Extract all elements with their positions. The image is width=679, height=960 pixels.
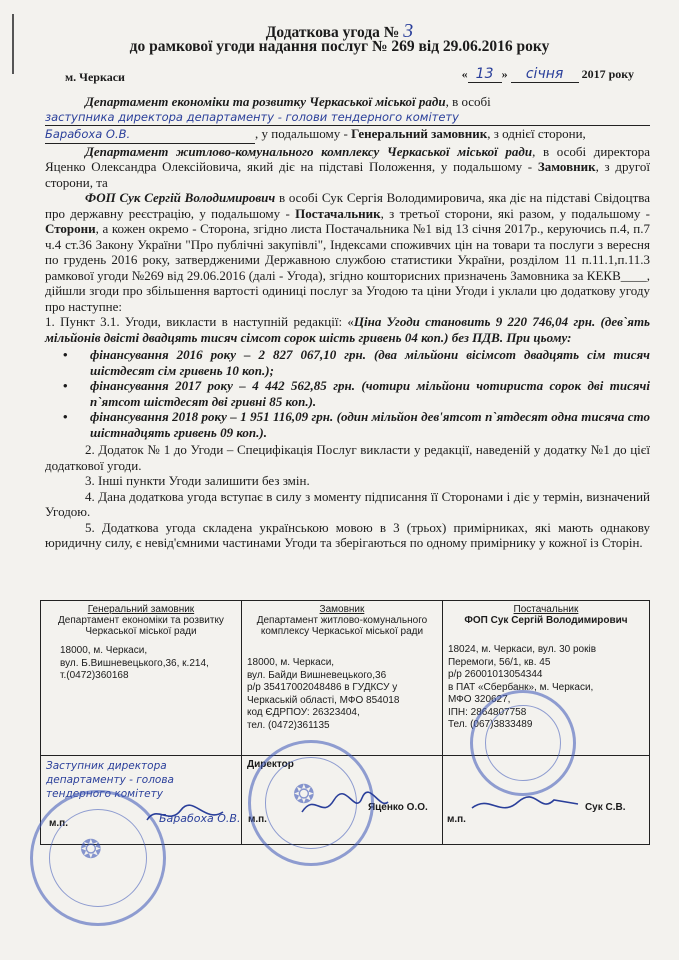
date-day: 13: [468, 66, 502, 83]
supplier-signature-icon: [470, 790, 580, 820]
clause-5: 5. Додаткова угода складена українською мовою в 3 (трьох) примірниках, які мають однакову юридичну силу, є невід'ємними частинами Угоди та зберігаються по одному примірнику у кожної із Сторін.: [45, 519, 650, 550]
stamp-place-3: м.п.: [446, 814, 466, 825]
title-prefix: Додаткова угода №: [265, 24, 404, 41]
customer-cell: Замовник Департамент житлово-комунального комплексу Черкаської міської ради 18000, м. Черкаси, вул. Байди Вишневецького,36 р/р 35417002048486 в ГУДКСУ у Черкаській області, МФО 854018 код ЄДРПОУ: 26323404, тел. (0472)361135: [241, 601, 442, 756]
general-customer-signatory: Заступник директора департаменту - голова тендерного комітету: [46, 760, 174, 800]
clause-1: 1. Пункт 3.1. Угоди, викласти в наступній редакції: «Ціна Угоди становить 9 220 746,04 грн. (дев`ять мільйонів двісті двадцять тисяч сімсот сорок шість гривень 04 коп.) без ПДВ. При цьому:: [45, 314, 650, 345]
clause-4: 4. Дана додаткова угода вступає в силу з моменту підписання її Сторонами і діє у термін, визначений Угодою.: [45, 488, 650, 519]
customer-role: Замовник: [319, 604, 365, 615]
date-line: « 13 » січня 2017 року: [461, 66, 634, 82]
stamp-place-1: м.п.: [49, 818, 68, 829]
agreement-body: [45, 94, 650, 551]
party-3: ФОП Сук Сергій Володимирович в особі Сук Сергія Володимировича, яка діє на підставі Свідоцтва про державну реєстрацію, у подальшому - Постачальник, з третьої сторони, які разом, у подальшому - Сторони, а кожен окремо - Сторона, згідно листа Постачальника №1 від 13 січня 2017р., керуючись п.4, п.7 ч.4 ст.36 Закону України "Про публічні закупівлі", Індексами споживчих цін на товари та послуги з вересня по грудень 2016 року, затвердженими Державною службою статистики України, розділом 11 п.11.1,п.11.3 рамкової угоди №269 від 29.06.2016 (далі - Угода), згідно кошторисних призначень Замовника за КЕКВ____, дійшли згоди про збільшення вартості одиниці послуг за Угодою та ціни Угоди і уклали цю додаткову угоду про наступне:: [45, 190, 651, 314]
general-customer-signature-icon: [145, 800, 225, 830]
general-customer-cell: Генеральний замовник Департамент економіки та розвитку Черкаської міської ради 18000, м. Черкаси, вул. Б.Вишневецького,36, к.214, т.(0472)360168: [41, 601, 242, 756]
stamp-place-2: м.п.: [247, 814, 267, 825]
supplier-role: Постачальник: [513, 604, 579, 615]
general-customer-name: Департамент економіки та розвитку Черкаської міської ради: [58, 615, 224, 637]
handwritten-agreement-number: 3: [403, 20, 414, 42]
financing-list: [45, 347, 650, 440]
date-year: 2017 року: [581, 67, 634, 81]
supplier-cell: Постачальник ФОП Сук Сергій Володимирович 18024, м. Черкаси, вул. 30 років Перемоги, 56/1, кв. 45 р/р 26001013054344 в ПАТ «Сбербанк», м. Черкаси, МФО 320627, ІПН: 2864807758 Тел. (067)3833489: [442, 601, 649, 756]
customer-signature-icon: [300, 790, 390, 820]
general-customer-role: Генеральний замовник: [87, 604, 195, 615]
party-2: Департамент житлово-комунального комплексу Черкаської міської ради, в особі директора Яценко Олександра Олексійовича, який діє на підставі Положення, у подальшому - Замовник, з другої сторони, та: [45, 143, 650, 190]
date-month: січня: [511, 66, 579, 83]
document-subtitle: до рамкової угоди надання послуг № 269 від 29.06.2016 року: [129, 38, 550, 55]
party-1-role: Барабоха О.В. , у подальшому - Генеральний замовник, з однієї сторони,: [45, 126, 650, 144]
trident-crest-icon: ❂: [80, 835, 102, 865]
place: м. Черкаси: [65, 70, 125, 84]
customer-name: Департамент житлово-комунального комплексу Черкаської міської ради: [256, 615, 428, 637]
customer-signatory-title: Директор: [246, 759, 294, 770]
supplier-name: ФОП Сук Сергій Володимирович: [464, 615, 628, 626]
party-1: Департамент економіки та розвитку Черкаської міської ради, в особі: [85, 94, 491, 109]
general-customer-signatory-name: Барабоха О.В.: [159, 812, 241, 825]
financing-2016: • фінансування 2016 року – 2 827 067,10 грн. (два мільйони вісімсот двадцять сім тисяч шістдесят сім гривень 10 коп.);: [45, 347, 650, 378]
customer-signatory-name: Яценко О.О.: [367, 802, 428, 813]
clause-2: 2. Додаток № 1 до Угоди – Специфікація Послуг викласти у редакції, наведеній у додатку №1 до цієї додаткової угоди.: [45, 442, 650, 473]
financing-2017: • фінансування 2017 року – 4 442 562,85 грн. (чотири мільйони чотириста сорок дві тисячі п`ятсот шістдесят дві гривні 85 коп.).: [45, 378, 650, 409]
party-1-representative: заступника директора департаменту - голови тендерного комітету: [45, 110, 650, 127]
financing-2018: • фінансування 2018 року – 1 951 116,09 грн. (один мільйон дев'ятсот п`ятдесят одна тисяча сто шістнадцять гривень 09 коп.).: [45, 409, 650, 440]
clause-3: 3. Інші пункти Угоди залишити без змін.: [85, 473, 310, 488]
trident-crest-icon-2: ❂: [293, 780, 315, 810]
supplier-signatory-name: Сук С.В.: [584, 802, 626, 813]
